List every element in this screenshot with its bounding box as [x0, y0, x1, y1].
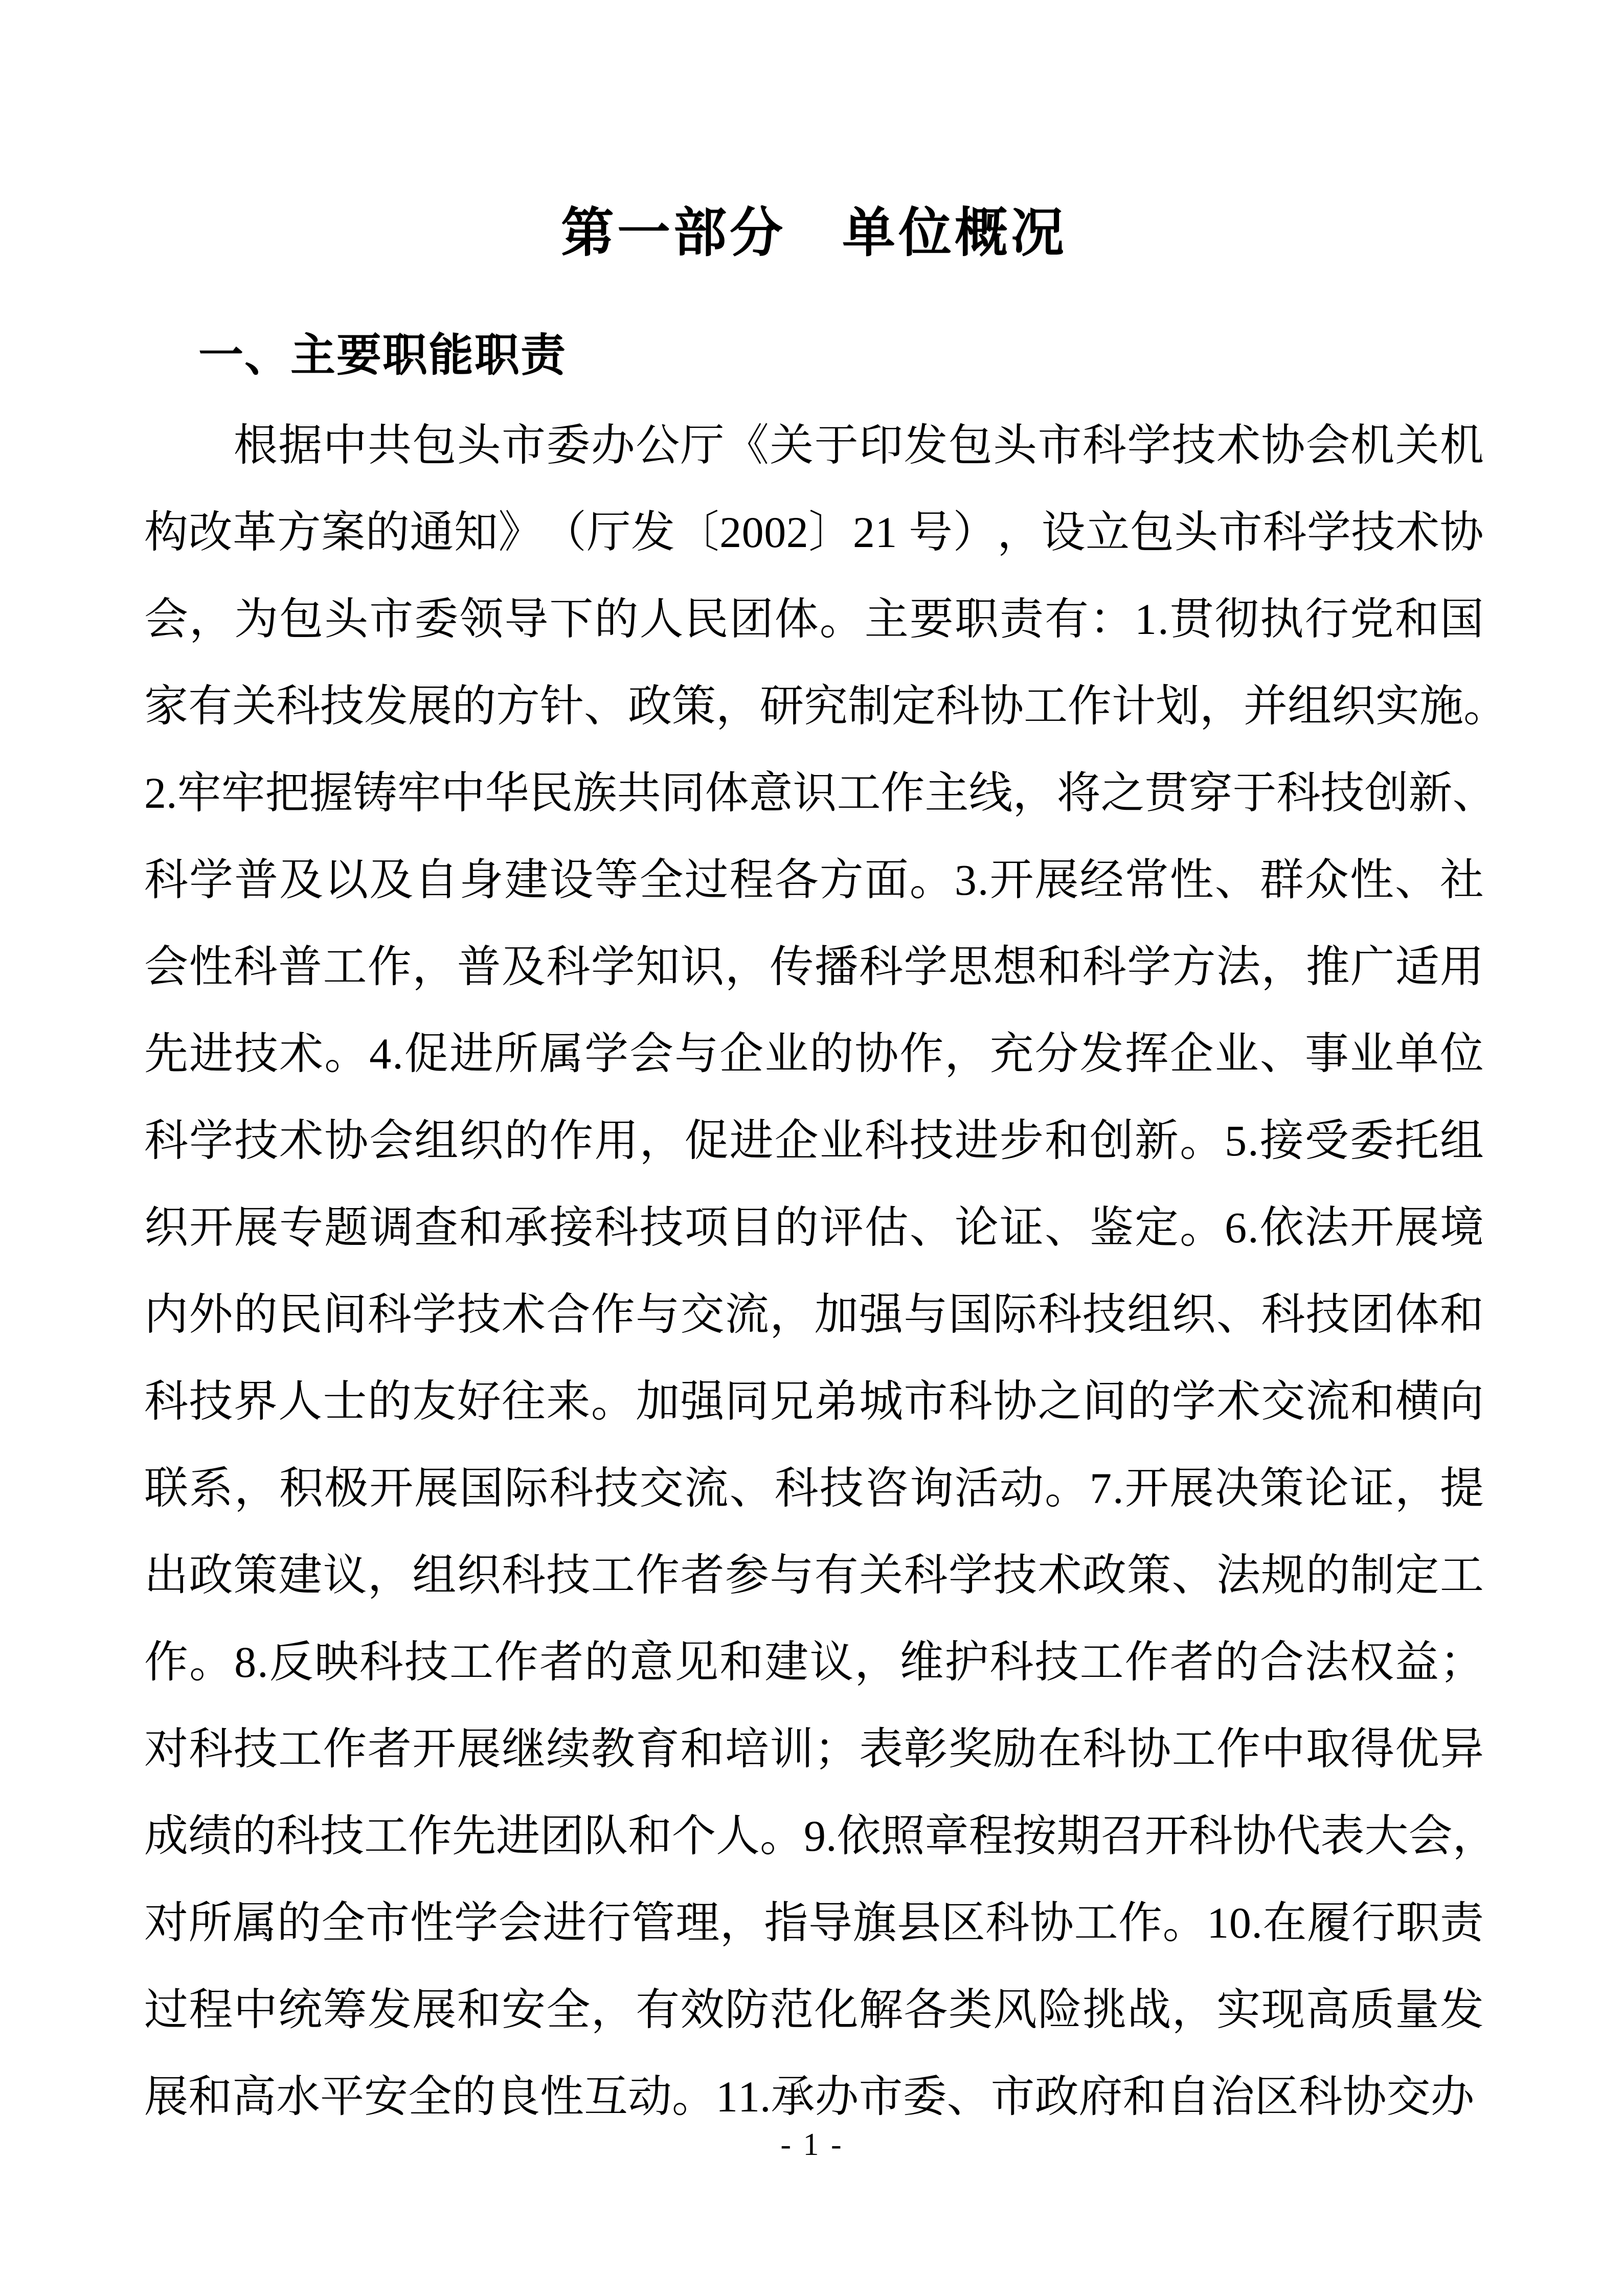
body-line: 内 外 的 民 间 科 学 技 术 合 作 与 交 流 ， 加 强 与 国 际 科 技 组 织 、 科 技 团 体 和 [144, 1289, 1484, 1339]
body-line: 会 性 科 普 工 作 ， 普 及 科 学 知 识 ， 传 播 科 学 思 想 和 科 学 方 法 ， 推 广 适 用 [144, 942, 1484, 991]
body-line: 织 开 展 专 题 调 查 和 承 接 科 技 项 目 的 评 估 、 论 证 、 鉴 定 。 6 . 依 法 开 展 境 [144, 1202, 1484, 1252]
body-line: 会 ， 为 包 头 市 委 领 导 下 的 人 民 团 体 。 主 要 职 责 有 ： 1 . 贯 彻 执 行 党 和 国 [144, 594, 1484, 644]
page-number-footer: - 1 - [780, 2127, 844, 2162]
body-line: 2 . 牢 牢 把 握 铸 牢 中 华 民 族 共 同 体 意 识 工 作 主 线 ， 将 之 贯 穿 于 科 技 创 新 、 [144, 768, 1497, 817]
body-line: 展 和 高 水 平 安 全 的 良 性 互 动 。 1 1 . 承 办 市 委 、 市 政 府 和 自 治 区 科 协 交 办 [144, 2072, 1475, 2121]
body-line: 科 技 界 人 士 的 友 好 往 来 。 加 强 同 兄 弟 城 市 科 协 之 间 的 学 术 交 流 和 横 向 [144, 1376, 1484, 1426]
body-line: 作 。 8 . 反 映 科 技 工 作 者 的 意 见 和 建 议 ， 维 护 科 技 工 作 者 的 合 法 权 益 ； [144, 1637, 1484, 1687]
body-line: 科 学 普 及 以 及 自 身 建 设 等 全 过 程 各 方 面 。 3 . 开 展 经 常 性 、 群 众 性 、 社 [144, 855, 1484, 904]
body-line: 过 程 中 统 筹 发 展 和 安 全 ， 有 效 防 范 化 解 各 类 风 险 挑 战 ， 实 现 高 质 量 发 [144, 1985, 1484, 2034]
body-line: 科 学 技 术 协 会 组 织 的 作 用 ， 促 进 企 业 科 技 进 步 和 创 新 。 5 . 接 受 委 托 组 [144, 1116, 1484, 1165]
body-line: 对 所 属 的 全 市 性 学 会 进 行 管 理 ， 指 导 旗 县 区 科 协 工 作 。 1 0 . 在 履 行 职 责 [144, 1898, 1484, 1947]
body-line: 联 系 ， 积 极 开 展 国 际 科 技 交 流 、 科 技 咨 询 活 动 。 7 . 开 展 决 策 论 证 ， 提 [144, 1463, 1484, 1513]
page-content [144, 0, 1507, 2140]
body-line: 先 进 技 术 。 4 . 促 进 所 属 学 会 与 企 业 的 协 作 ， 充 分 发 挥 企 业 、 事 业 单 位 [144, 1029, 1484, 1078]
body-line: 根 据 中 共 包 头 市 委 办 公 厅 《 关 于 印 发 包 头 市 科 学 技 术 协 会 机 关 机 [233, 420, 1484, 470]
section-heading-duties: 一、主要职能职责 [198, 329, 567, 380]
body-line: 出 政 策 建 议 ， 组 织 科 技 工 作 者 参 与 有 关 科 学 技 术 政 策 、 法 规 的 制 定 工 [144, 1550, 1484, 1600]
body-line: 家 有 关 科 技 发 展 的 方 针 、 政 策 ， 研 究 制 定 科 协 工 作 计 划 ， 并 组 织 实 施 。 [144, 681, 1507, 731]
body-line: 对 科 技 工 作 者 开 展 继 续 教 育 和 培 训 ； 表 彰 奖 励 在 科 协 工 作 中 取 得 优 异 [144, 1724, 1484, 1774]
body-line: 成 绩 的 科 技 工 作 先 进 团 队 和 个 人 。 9 . 依 照 章 程 按 期 召 开 科 协 代 表 大 会 ， [144, 1811, 1497, 1860]
body-line: 构 改 革 方 案 的 通 知 》 （ 厅 发 〔 2 0 0 2 〕 2 1 号 ） ， 设 立 包 头 市 科 学 技 术 协 [144, 507, 1484, 557]
body-paragraph [144, 383, 1507, 2140]
page-title: 第一部分 单位概况 [560, 204, 1067, 263]
